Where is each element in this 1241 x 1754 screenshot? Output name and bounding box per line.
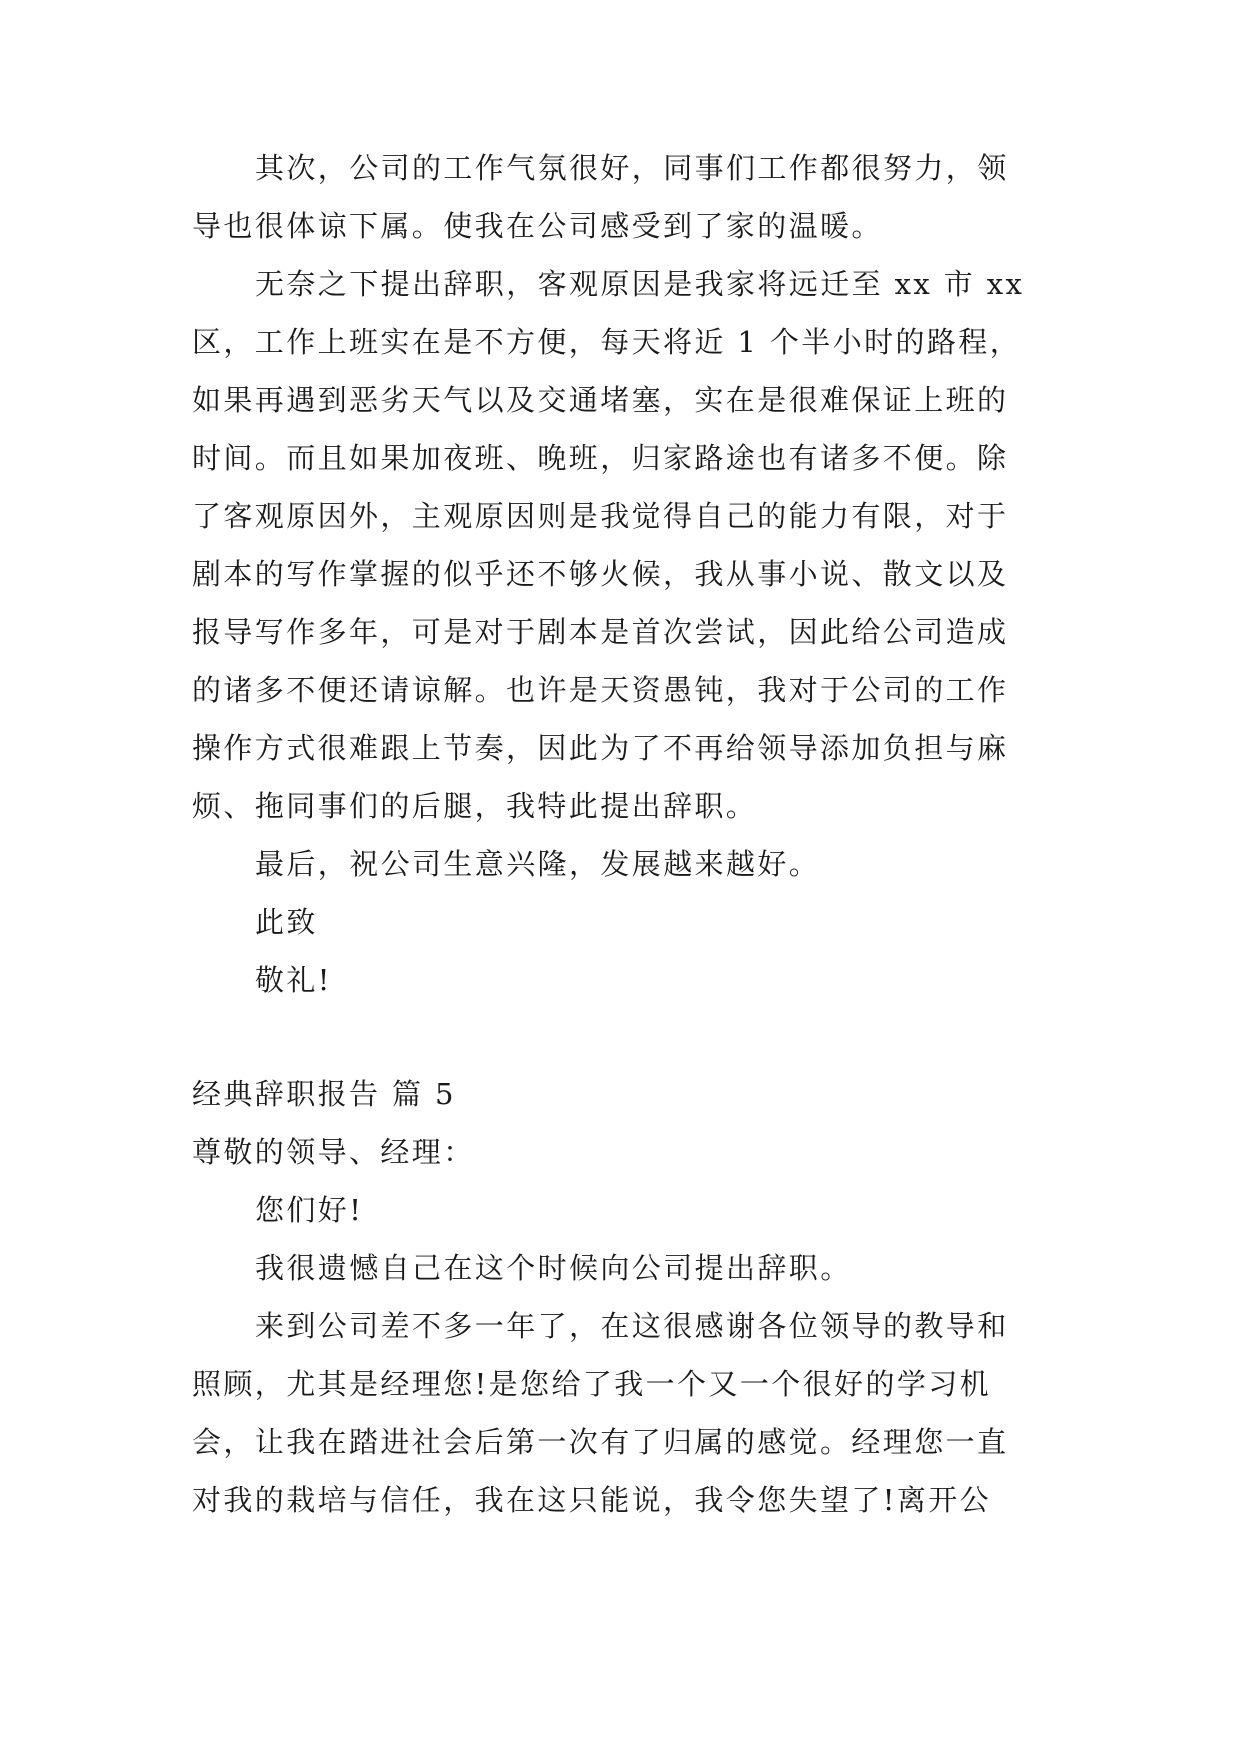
greeting-line: 尊敬的领导、经理：	[192, 1135, 475, 1169]
section-heading: 经典辞职报告 篇 5	[192, 1077, 456, 1111]
salutation-line: 此致	[255, 905, 318, 939]
paragraph-line: 时间。而且如果加夜班、晚班，归家路途也有诸多不便。除	[192, 441, 1009, 475]
paragraph-line: 烦、拖同事们的后腿，我特此提出辞职。	[192, 789, 758, 823]
greeting-line: 您们好!	[255, 1193, 364, 1227]
paragraph-line: 的诸多不便还请谅解。也许是天资愚钝，我对于公司的工作	[192, 673, 1009, 707]
paragraph-line: 其次，公司的工作气氛很好，同事们工作都很努力，领	[255, 151, 1009, 185]
paragraph-line: 无奈之下提出辞职，客观原因是我家将远迁至 xx 市 xx	[255, 267, 1025, 301]
paragraph-line: 来到公司差不多一年了，在这很感谢各位领导的教导和	[255, 1309, 1009, 1343]
paragraph-line: 对我的栽培与信任，我在这只能说，我令您失望了!离开公	[192, 1483, 992, 1517]
paragraph-line: 了客观原因外，主观原因则是我觉得自己的能力有限，对于	[192, 499, 1009, 533]
paragraph-line: 导也很体谅下属。使我在公司感受到了家的温暖。	[192, 209, 883, 243]
paragraph-line: 剧本的写作掌握的似乎还不够火候，我从事小说、散文以及	[192, 557, 1009, 591]
paragraph-line: 区，工作上班实在是不方便，每天将近 1 个半小时的路程，	[192, 325, 1022, 359]
paragraph-line: 最后，祝公司生意兴隆，发展越来越好。	[255, 847, 821, 881]
paragraph-line: 报导写作多年，可是对于剧本是首次尝试，因此给公司造成	[192, 615, 1009, 649]
paragraph-line: 会，让我在踏进社会后第一次有了归属的感觉。经理您一直	[192, 1425, 1009, 1459]
paragraph-line: 操作方式很难跟上节奏，因此为了不再给领导添加负担与麻	[192, 731, 1009, 765]
salutation-line: 敬礼!	[255, 963, 332, 997]
paragraph-line: 照顾，尤其是经理您!是您给了我一个又一个很好的学习机	[192, 1367, 992, 1401]
paragraph-line: 如果再遇到恶劣天气以及交通堵塞，实在是很难保证上班的	[192, 383, 1009, 417]
paragraph-line: 我很遗憾自己在这个时候向公司提出辞职。	[255, 1251, 852, 1285]
